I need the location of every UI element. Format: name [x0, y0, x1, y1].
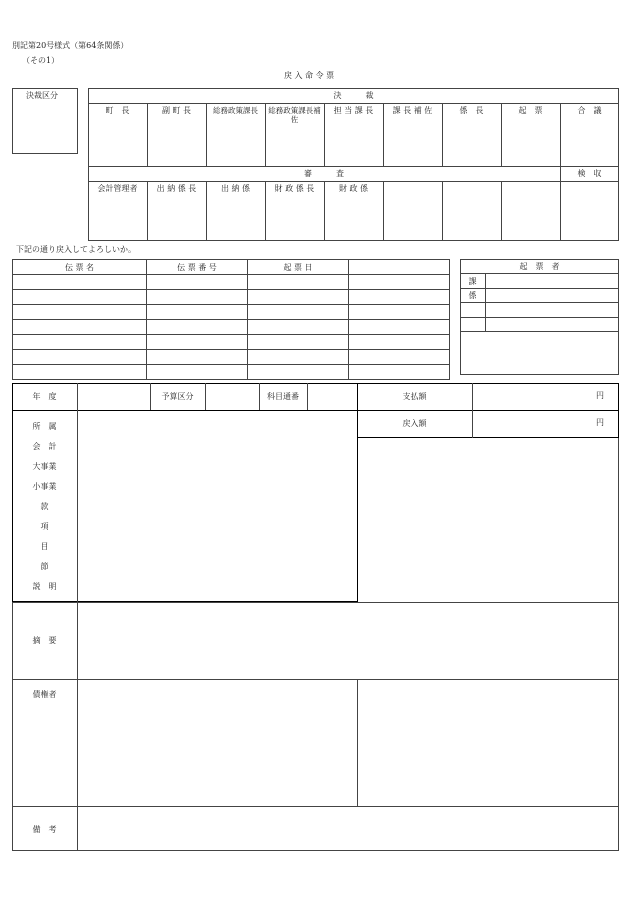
- shiharai-label: 支払額: [402, 392, 427, 401]
- nendo-field[interactable]: [78, 384, 150, 410]
- nendo-label: 年 度: [32, 392, 57, 401]
- shiharai-amount-field[interactable]: [473, 384, 593, 410]
- reinyu-yen: 円: [596, 418, 604, 427]
- reinyu-amount-field[interactable]: [473, 411, 593, 437]
- kessai-col-fukuchocho: 副 町 長: [161, 106, 192, 115]
- page-title: 戻 入 命 令 票: [284, 71, 335, 80]
- shinsa-col-suito: 出 納 係: [220, 184, 251, 193]
- shinsa-col-suito-kakaricho: 出 納 係 長: [156, 184, 197, 193]
- shinsa-header: 審 査: [304, 169, 344, 178]
- tekiyo-field[interactable]: [78, 603, 618, 679]
- kessai-col-kakaricho: 係 長: [459, 106, 484, 115]
- shinsa-col-zaisei-kakaricho: 財 政 係 長: [274, 184, 315, 193]
- table-row[interactable]: [13, 275, 450, 290]
- kihyosha-kakari-label: 係: [468, 291, 477, 300]
- label-setsumei: 説 明: [32, 582, 57, 591]
- saikensha-field[interactable]: [78, 680, 357, 806]
- kamoku-tsuban-label: 科目通番: [267, 392, 299, 401]
- table-row[interactable]: [13, 335, 450, 350]
- label-dai-jigyo: 大事業: [32, 462, 57, 471]
- denpyo-extra-header: [349, 260, 450, 275]
- tekiyo-label: 摘 要: [32, 636, 57, 645]
- kihyosha-header: 起 票 者: [519, 262, 560, 271]
- kessai-header: 決 裁: [333, 91, 374, 100]
- shinsa-col-kaikei: 会計管理者: [97, 184, 138, 193]
- budget-detail-field[interactable]: [78, 412, 356, 600]
- notice-text: 下記の通り戻入してよろしいか。: [16, 245, 136, 254]
- shinsa-col-zaisei: 財 政 係: [338, 184, 369, 193]
- label-ko: 項: [40, 522, 49, 531]
- table-row[interactable]: [13, 350, 450, 365]
- kamoku-tsuban-field[interactable]: [308, 384, 357, 410]
- label-shozoku: 所 属: [32, 422, 57, 431]
- table-row[interactable]: [13, 305, 450, 320]
- kessai-col-somu-hosa: 総務政策課長補佐: [268, 106, 321, 125]
- label-sho-jigyo: 小事業: [32, 482, 57, 491]
- reinyu-label: 戻入額: [402, 419, 427, 428]
- kessai-col-chocho: 町 長: [105, 106, 130, 115]
- denpyo-number-header: 伝 票 番 号: [147, 260, 248, 275]
- label-moku: 目: [40, 542, 49, 551]
- table-row[interactable]: [13, 320, 450, 335]
- label-setsu: 節: [40, 562, 49, 571]
- yosan-kubun-field[interactable]: [206, 384, 259, 410]
- table-row[interactable]: [13, 365, 450, 380]
- kessai-kubun-label: 決裁区分: [26, 91, 58, 100]
- biko-field[interactable]: [78, 807, 618, 850]
- denpyo-header-row: [13, 260, 450, 275]
- kenshu-header: 検 収: [577, 169, 602, 178]
- saikensha-label: 債権者: [32, 690, 57, 699]
- yosan-kubun-label: 予算区分: [161, 392, 194, 401]
- denpyo-table: [12, 259, 450, 380]
- kessai-col-somu-kacho: 総務政策課長: [213, 106, 258, 115]
- kessai-col-kacho-hosa: 課 長 補 佐: [392, 106, 433, 115]
- table-row[interactable]: [13, 290, 450, 305]
- label-kan: 款: [40, 502, 49, 511]
- label-kaikei: 会 計: [32, 442, 57, 451]
- form-number: 別記第20号様式（第64条関係）: [12, 41, 129, 50]
- denpyo-name-header: 伝 票 名: [13, 260, 147, 275]
- form-sub-number: （その1）: [22, 56, 60, 65]
- denpyo-date-header: 起 票 日: [248, 260, 349, 275]
- shiharai-yen: 円: [596, 391, 604, 400]
- kessai-col-gogi: 合 議: [577, 106, 602, 115]
- kihyosha-ka-label: 課: [468, 277, 477, 286]
- saikensha-extra-field[interactable]: [358, 680, 618, 806]
- kessai-col-tanto-kacho: 担 当 課 長: [333, 106, 374, 115]
- kessai-col-kihyo: 起 票: [518, 106, 543, 115]
- biko-label: 備 考: [32, 825, 57, 834]
